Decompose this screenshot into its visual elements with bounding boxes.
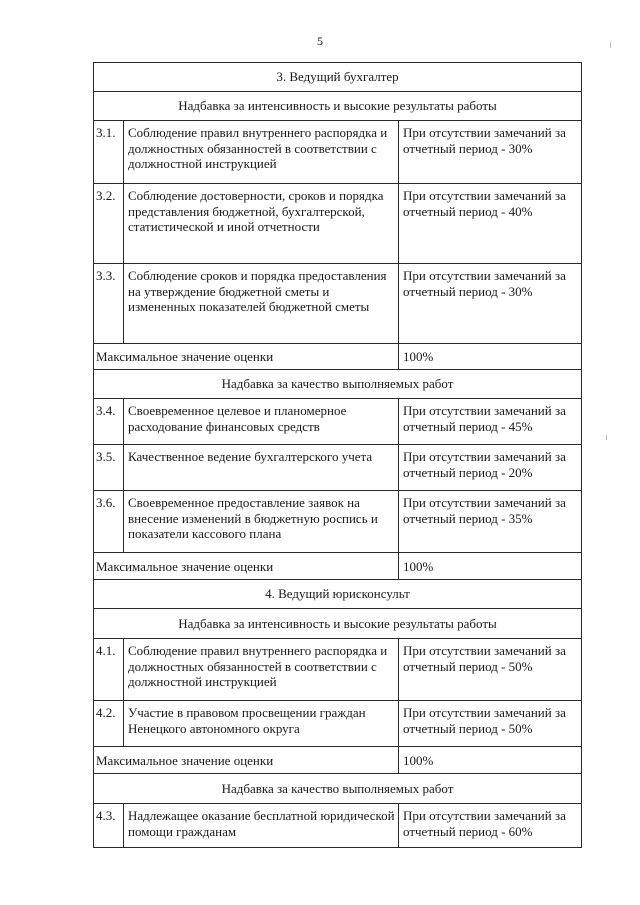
max-value-label: Максимальное значение оценки <box>94 747 399 774</box>
row-number: 3.3. <box>94 264 124 344</box>
section-title: 4. Ведущий юрисконсульт <box>94 580 582 609</box>
row-criterion: Своевременное целевое и планомерное расходование финансовых средств <box>124 399 399 445</box>
max-value-label: Максимальное значение оценки <box>94 344 399 370</box>
row-condition: При отсутствии замечаний за отчетный период - 30% <box>399 264 582 344</box>
row-condition: При отсутствии замечаний за отчетный период - 60% <box>399 804 582 848</box>
group-heading: Надбавка за качество выполняемых работ <box>94 774 582 804</box>
max-value-row <box>94 344 582 370</box>
row-number: 3.6. <box>94 491 124 553</box>
row-criterion: Надлежащее оказание бесплатной юридической помощи гражданам <box>124 804 399 848</box>
group-heading-row <box>94 92 582 121</box>
row-criterion: Соблюдение правил внутреннего распорядка и должностных обязанностей в соответствии с должностной инструкцией <box>124 639 399 701</box>
table-row <box>94 639 582 701</box>
row-criterion: Участие в правовом просвещении граждан Ненецкого автономного округа <box>124 701 399 747</box>
group-heading-row <box>94 774 582 804</box>
section-title-row <box>94 63 582 92</box>
group-heading: Надбавка за интенсивность и высокие результаты работы <box>94 609 582 639</box>
row-condition: При отсутствии замечаний за отчетный период - 35% <box>399 491 582 553</box>
row-condition: При отсутствии замечаний за отчетный период - 40% <box>399 184 582 264</box>
row-number: 3.5. <box>94 445 124 491</box>
row-criterion: Соблюдение сроков и порядка предоставления на утверждение бюджетной сметы и измененных показателей бюджетной сметы <box>124 264 399 344</box>
row-criterion: Соблюдение достоверности, сроков и порядка представления бюджетной, бухгалтерской, статистической и иной отчетности <box>124 184 399 264</box>
row-number: 3.2. <box>94 184 124 264</box>
group-heading-row <box>94 370 582 399</box>
row-criterion: Своевременное предоставление заявок на внесение изменений в бюджетную роспись и показатели кассового плана <box>124 491 399 553</box>
row-criterion: Соблюдение правил внутреннего распорядка и должностных обязанностей в соответствии с должностной инструкцией <box>124 121 399 184</box>
max-value-row <box>94 747 582 774</box>
table-row <box>94 399 582 445</box>
table-row <box>94 264 582 344</box>
row-condition: При отсутствии замечаний за отчетный период - 50% <box>399 639 582 701</box>
section-title: 3. Ведущий бухгалтер <box>94 63 582 92</box>
group-heading-row <box>94 609 582 639</box>
group-heading: Надбавка за качество выполняемых работ <box>94 370 582 399</box>
max-value: 100% <box>399 553 582 580</box>
scan-mark <box>610 42 611 48</box>
row-condition: При отсутствии замечаний за отчетный период - 50% <box>399 701 582 747</box>
row-number: 3.1. <box>94 121 124 184</box>
table-row <box>94 701 582 747</box>
evaluation-criteria-table <box>93 62 582 848</box>
row-condition: При отсутствии замечаний за отчетный период - 45% <box>399 399 582 445</box>
table-row <box>94 491 582 553</box>
page-number: 5 <box>317 34 323 48</box>
row-criterion: Качественное ведение бухгалтерского учета <box>124 445 399 491</box>
row-number: 4.3. <box>94 804 124 848</box>
section-title-row <box>94 580 582 609</box>
row-condition: При отсутствии замечаний за отчетный период - 20% <box>399 445 582 491</box>
max-value: 100% <box>399 747 582 774</box>
max-value-row <box>94 553 582 580</box>
table-row <box>94 184 582 264</box>
table-row <box>94 804 582 848</box>
max-value-label: Максимальное значение оценки <box>94 553 399 580</box>
table-row <box>94 121 582 184</box>
row-number: 4.1. <box>94 639 124 701</box>
row-number: 3.4. <box>94 399 124 445</box>
max-value: 100% <box>399 344 582 370</box>
table-row <box>94 445 582 491</box>
scan-mark <box>606 435 607 440</box>
row-condition: При отсутствии замечаний за отчетный период - 30% <box>399 121 582 184</box>
group-heading: Надбавка за интенсивность и высокие результаты работы <box>94 92 582 121</box>
row-number: 4.2. <box>94 701 124 747</box>
